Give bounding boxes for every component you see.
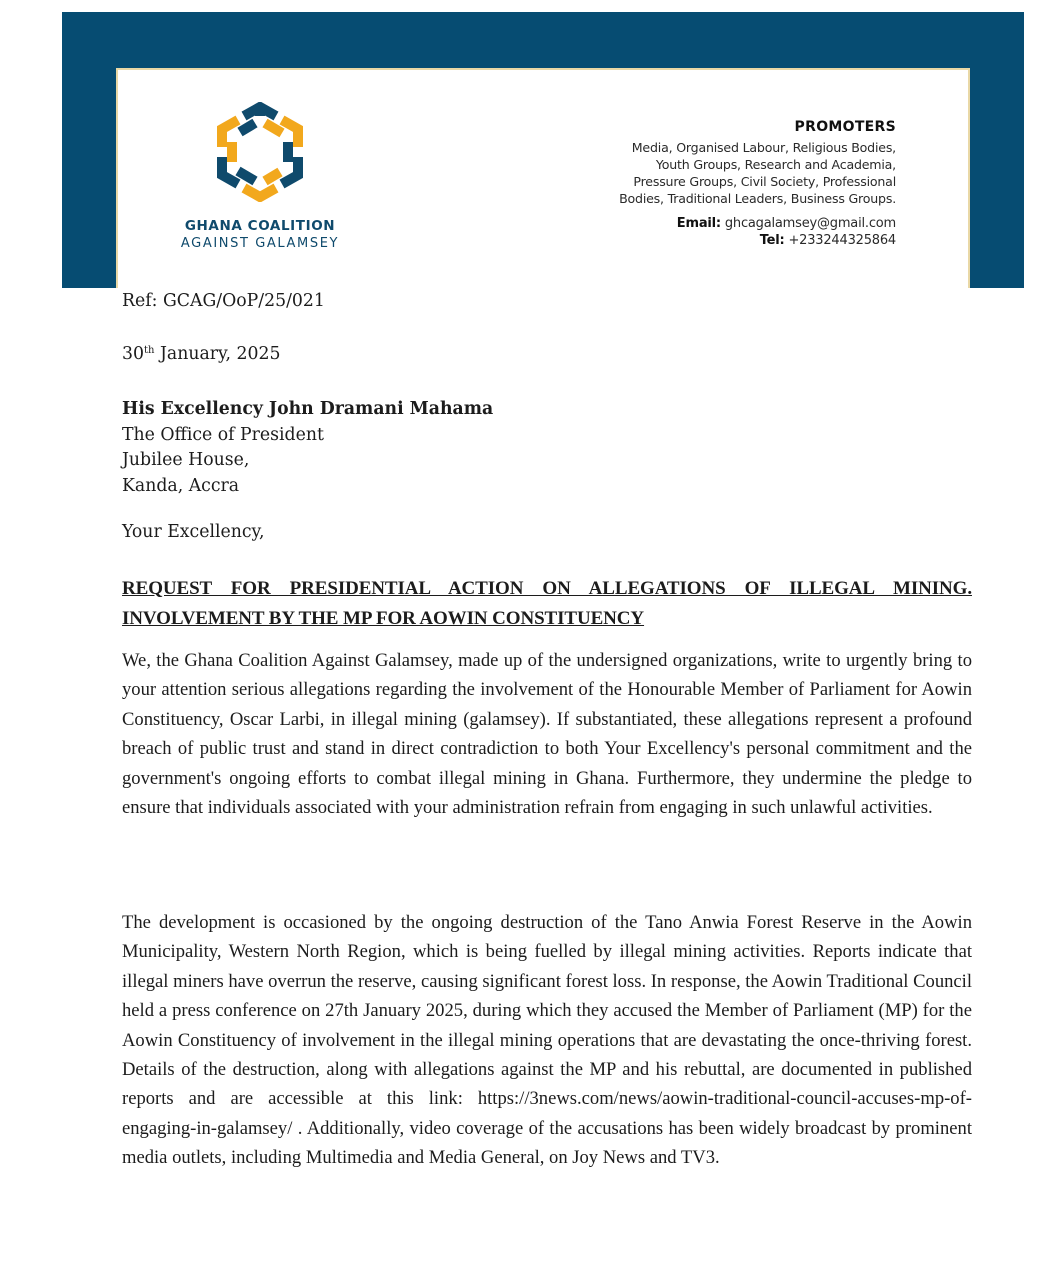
org-name-line2: AGAINST GALAMSEY [180,236,340,251]
address-line: Kanda, Accra [122,475,240,496]
email-row [516,215,896,232]
promoters-title: PROMOTERS [794,119,896,135]
date-suffix: th [144,345,155,356]
promoters-line: Youth Groups, Research and Academia, [655,157,896,172]
date-day: 30 [122,344,144,364]
promoters-line: Media, Organised Labour, Religious Bodies, [631,140,896,155]
reference-number: Ref: GCAG/OoP/25/021 [122,291,325,311]
date-rest: January, 2025 [154,344,281,364]
recipient-address [122,397,972,499]
body-paragraph-2: The development is occasioned by the ongoing destruction of the Tano Anwia Forest Reserve in the Aowin Municipality, Western North Region, which is being fuelled by illegal mining activities. Reports indicate that illegal miners have overrun the reserve, causing significant forest loss. In response, the Aowin Traditional Council held a press conference on 27th January 2025, during which they accused the Member of Parliament (MP) for the Aowin Constituency of involvement in the illegal mining operations that are devastating the once-thriving forest. Details of the destruction, along with allegations against the MP and his rebuttal, are documented in published reports and are accessible at this link: https://3news.com/news/aowin-traditional-council-accuses-mp-of-engaging-in-galamsey/ . Additionally, video coverage of the accusations has been widely broadcast by prominent media outlets, including Multimedia and Media General, on Joy News and TV3. [122,912,972,1169]
tel-value[interactable]: +233244325864 [788,233,896,248]
address-line: The Office of President [122,424,324,445]
promoters-line: Pressure Groups, Civil Society, Professional [633,174,896,189]
body-paragraph-1: We, the Ghana Coalition Against Galamsey, made up of the undersigned organizations, write to urgently bring to your attention serious allegations regarding the involvement of the Honourable Member of Parliament for Aowin Constituency, Oscar Larbi, in illegal mining (galamsey). If substantiated, these allegations represent a profound breach of public trust and stand in direct contradiction to both Your Excellency's personal commitment and the government's ongoing efforts to combat illegal mining in Ghana. Furthermore, they undermine the pledge to ensure that individuals associated with your administration refrain from engaging in such unlawful activities. [122,650,972,819]
address-line: Jubilee House, [122,450,250,470]
contact-block [516,215,896,249]
promoters-list [516,139,896,207]
org-name-line1: GHANA COALITION [184,218,336,234]
salutation: Your Excellency, [122,522,265,542]
email-value[interactable]: ghcagalamsey@gmail.com [724,216,896,231]
subject-line-2: INVOLVEMENT BY THE MP FOR AOWIN CONSTITUENCY [122,607,645,629]
tel-label: Tel: [759,233,785,248]
tel-row [516,232,896,249]
hexagon-chain-logo-icon [210,102,310,202]
promoters-block [516,119,896,249]
email-label: Email: [676,216,721,231]
promoters-line: Bodies, Traditional Leaders, Business Groups. [619,191,896,206]
subject-heading [122,574,972,633]
recipient-name: His Excellency John Dramani Mahama [122,399,494,419]
letter-date [122,344,972,364]
subject-line-1: REQUEST FOR PRESIDENTIAL ACTION ON ALLEGATIONS OF ILLEGAL MINING. [122,578,972,599]
